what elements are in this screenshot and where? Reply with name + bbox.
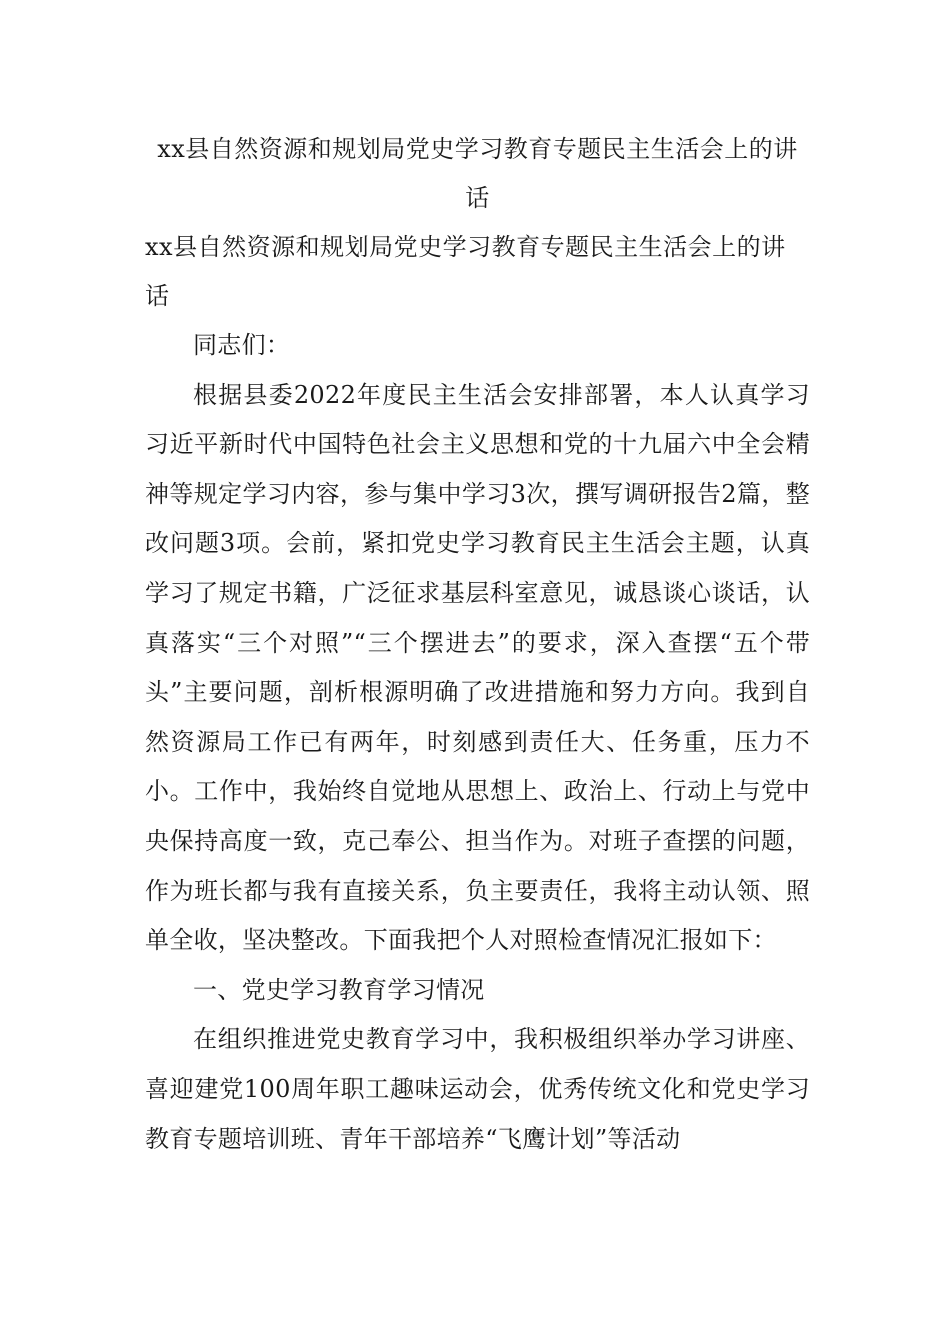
document-title: xx县自然资源和规划局党史学习教育专题民主生活会上的讲话 <box>157 135 798 212</box>
document-body <box>145 125 810 1164</box>
document-subtitle: xx县自然资源和规划局党史学习教育专题民主生活会上的讲话 <box>145 233 786 310</box>
greeting: 同志们： <box>193 331 291 359</box>
body-paragraph-2: 在组织推进党史教育学习中，我积极组织举办学习讲座、喜迎建党100周年职工趣味运动会，优秀传统文化和党史学习教育专题培训班、青年干部培养“飞鹰计划”等活动 <box>145 1025 810 1153</box>
section-heading-1: 一、党史学习教育学习情况 <box>193 975 485 1004</box>
body-paragraph-1: 根据县委2022年度民主生活会安排部署，本人认真学习习近平新时代中国特色社会主义思想和党的十九届六中全会精神等规定学习内容，参与集中学习3次，撰写调研报告2篇，整改问题3项。会前，紧扣党史学习教育民主生活会主题，认真学习了规定书籍，广泛征求基层科室意见，诚恳谈心谈话，认真落实“三个对照”“三个摆进去”的要求，深入查摆“五个带头”主要问题，剖析根源明确了改进措施和努力方向。我到自然资源局工作已有两年，时刻感到责任大、任务重，压力不小。工作中，我始终自觉地从思想上、政治上、行动上与党中央保持高度一致，克己奉公、担当作为。对班子查摆的问题，作为班长都与我有直接关系，负主要责任，我将主动认领、照单全收，坚决整改。下面我把个人对照检查情况汇报如下： <box>145 380 810 955</box>
